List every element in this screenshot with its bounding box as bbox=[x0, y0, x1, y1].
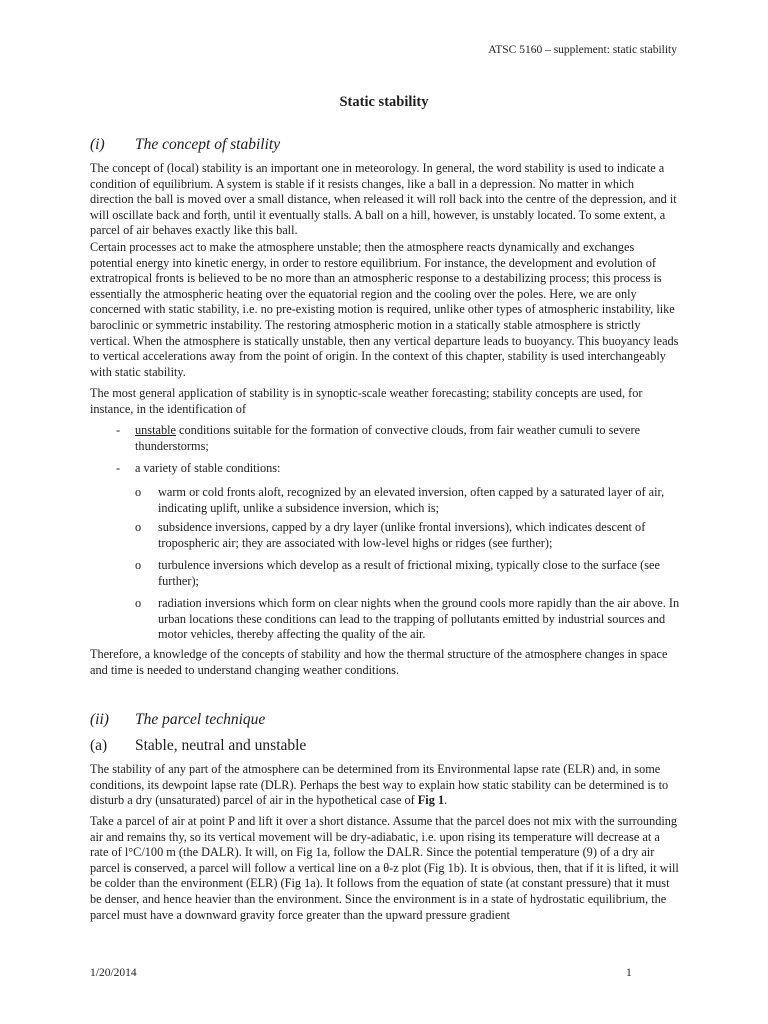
list-item-unstable bbox=[116, 423, 680, 454]
underlined-term: unstable bbox=[135, 423, 176, 437]
section-title: The parcel technique bbox=[135, 711, 266, 728]
paragraph-applications: The most general application of stability is in synoptic-scale weather forecasting; stability concepts are used, for instance, in the identification of bbox=[90, 386, 643, 416]
paragraph-therefore: Therefore, a knowledge of the concepts of stability and how the thermal structure of the atmosphere changes in space and time is needed to understand changing weather conditions. bbox=[90, 647, 668, 677]
subsection-heading bbox=[90, 737, 306, 755]
section-title: The concept of stability bbox=[135, 136, 281, 153]
figure-reference: Fig 1 bbox=[417, 793, 445, 808]
sub-item-turbulence bbox=[135, 558, 680, 589]
section-number: (ii) bbox=[90, 711, 109, 728]
paragraph-parcel-lift: Take a parcel of air at point P and lift it over a short distance. Assume that the parcel does not mix with the surrounding air and remains thy, so its vertical movement will be dry-adiabatic, i.e. upon rising its temperature will decrease at a rate of l°C/100 m (the DALR). It will, on Fig 1a, follow the DALR. Since the potential temperature (9) of a dry air parcel is conserved, a parcel will follow a vertical line on a θ-z plot (Fig 1b). It is obvious, then, that if it is lifted, it will be colder than the environment (ELR) (Fig 1a). It follows from the equation of state (at constant pressure) that it must be denser, and hence heavier than the environment. Since the environment is in a state of hydrostatic equilibrium, the parcel must have a downward gravity force greater than the upward pressure gradient bbox=[90, 814, 679, 922]
sub-item-text: subsidence inversions, capped by a dry layer (unlike frontal inversions), which indicates descent of tropospheric air; they are associated with low-level highs or ridges (see further); bbox=[158, 520, 646, 550]
sub-item-subsidence bbox=[135, 520, 680, 551]
paragraph-concept: The concept of (local) stability is an important one in meteorology. In general, the word stability is used to indicate a condition of equilibrium. A system is stable if it resists changes, like a ball in a depression. No matter in which direction the ball is moved over a small distance, when released it will roll back into the centre of the depression, and it will oscillate back and forth, until it eventually stalls. A ball on a hill, however, is unstably located. To some extent, a parcel of air behaves exactly like this ball. bbox=[90, 161, 677, 238]
page-title: Static stability bbox=[339, 94, 429, 110]
running-header: ATSC 5160 – supplement: static stability bbox=[488, 44, 677, 56]
sub-item-radiation bbox=[135, 596, 680, 643]
paragraph-stability-elr bbox=[90, 762, 680, 809]
subsection-number: (a) bbox=[90, 737, 108, 754]
paragraph-end: . bbox=[444, 793, 448, 808]
dash-bullet: - bbox=[116, 461, 121, 475]
section-heading-parcel bbox=[90, 711, 265, 729]
circle-bullet: o bbox=[135, 485, 142, 499]
sub-item-text: turbulence inversions which develop as a result of frictional mixing, typically close to the surface (see further); bbox=[158, 558, 660, 588]
page-number: 1 bbox=[626, 967, 632, 979]
sub-item-fronts bbox=[135, 485, 680, 516]
sub-item-text: warm or cold fronts aloft, recognized by an elevated inversion, often capped by a saturated layer of air, indicating uplift, unlike a subsidence inversion, which is; bbox=[158, 485, 665, 515]
section-number: (i) bbox=[90, 136, 105, 153]
sub-item-text: radiation inversions which form on clear nights when the ground cools more rapidly than the air above. In urban locations these conditions can lead to the trapping of pollutants emitted by industrial sources and motor vehicles, thereby affecting the quality of the air. bbox=[158, 596, 680, 642]
circle-bullet: o bbox=[135, 520, 142, 534]
list-item-text: conditions suitable for the formation of convective clouds, from fair weather cumuli to severe thunderstorms; bbox=[135, 423, 641, 453]
circle-bullet: o bbox=[135, 596, 142, 610]
circle-bullet: o bbox=[135, 558, 142, 572]
paragraph-text: The stability of any part of the atmosphere can be determined from its Environmental lapse rate (ELR) and, in some conditions, its dewpoint lapse rate (DLR). Perhaps the best way to explain how static stability can be determined is to disturb a dry (unsaturated) parcel of air in the hypothetical case of bbox=[90, 762, 669, 808]
section-heading-concept bbox=[90, 136, 280, 154]
paragraph-processes: Certain processes act to make the atmosphere unstable; then the atmosphere reacts dynamically and exchanges potential energy into kinetic energy, in order to restore equilibrium. For instance, the development and evolution of extratropical fronts is believed to be no more than an atmospheric response to a destabilizing process; this process is essentially the atmospheric heating over the equatorial region and the cooling over the poles. Here, we are only concerned with static stability, i.e. no pre-existing motion is required, unlike other types of atmospheric instability, like baroclinic or symmetric instability. The restoring atmospheric motion in a statically stable atmosphere is strictly vertical. When the atmosphere is statically unstable, then any vertical departure leads to buoyancy. This buoyancy leads to vertical accelerations away from the point of origin. In the context of this chapter, stability is used interchangeably with static stability. bbox=[90, 240, 679, 379]
list-item-text: a variety of stable conditions: bbox=[135, 461, 281, 475]
dash-bullet: - bbox=[116, 423, 121, 437]
subsection-title: Stable, neutral and unstable bbox=[135, 737, 307, 754]
footer-date: 1/20/2014 bbox=[90, 967, 137, 979]
list-item-stable bbox=[116, 461, 680, 477]
